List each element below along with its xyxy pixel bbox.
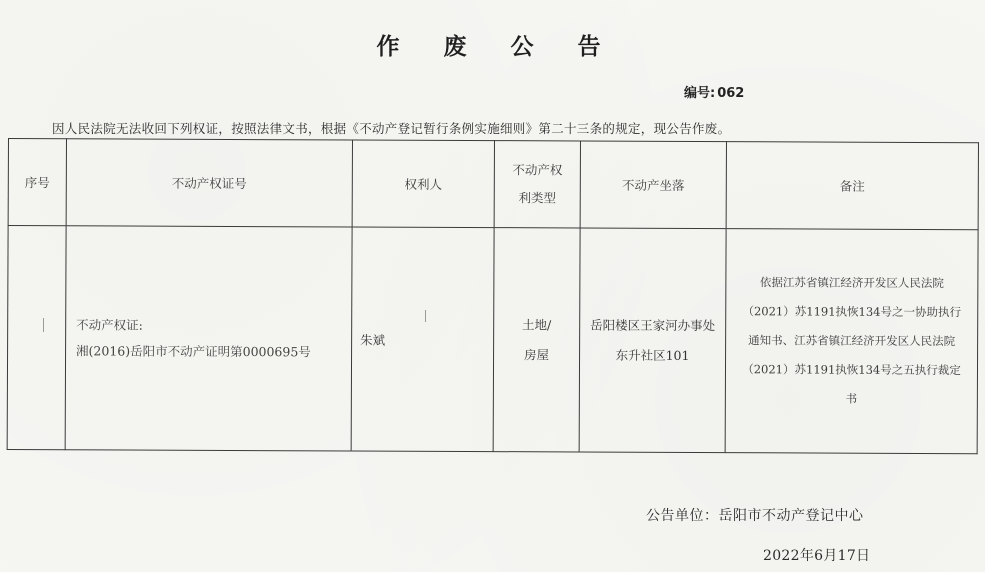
cell-location — [579, 228, 726, 453]
right-type-line1: 土地/ — [522, 316, 552, 332]
header-right-type — [494, 141, 580, 228]
remarks-line4: （2021）苏1191执恢134号之五执行裁定 — [742, 362, 961, 378]
cert-line2: 湘(2016)岳阳市不动产证明第0000695号 — [76, 342, 311, 359]
scan-mark — [425, 310, 426, 322]
issuing-unit: 公告单位：岳阳市不动产登记中心 — [646, 508, 864, 524]
serial-label: 编号: — [684, 86, 716, 101]
right-type-line2: 房屋 — [524, 346, 550, 362]
cell-right-type — [493, 228, 580, 452]
header-remarks: 备注 — [726, 142, 978, 230]
cell-cert-no — [65, 226, 352, 451]
remarks-line2: （2021）苏1191执恢134号之一协助执行 — [742, 304, 962, 320]
header-right-type-line1: 不动产权 — [512, 162, 563, 178]
notice-table — [7, 138, 979, 454]
remarks-line5: 书 — [845, 391, 858, 406]
scan-mark — [43, 318, 44, 332]
header-right-type-line2: 利类型 — [518, 190, 557, 206]
cell-seq — [7, 226, 66, 450]
header-cert-no: 不动产权证号 — [66, 139, 352, 227]
cell-remarks — [725, 229, 978, 454]
header-location: 不动产坐落 — [580, 141, 726, 229]
serial-value: 062 — [717, 86, 745, 101]
location-line1: 岳阳楼区王家河办事处 — [590, 317, 716, 333]
notice-title: 作 废 公 告 — [376, 34, 619, 60]
remarks-line1: 依据江苏省镇江经济开发区人民法院 — [759, 275, 944, 291]
cert-line1: 不动产权证: — [76, 316, 143, 333]
header-seq: 序号 — [8, 139, 66, 226]
cell-holder: 朱斌 — [351, 227, 494, 452]
remarks-line3: 通知书、江苏省镇江经济开发区人民法院 — [748, 333, 956, 349]
table-header-row — [8, 139, 978, 230]
serial-number — [684, 82, 744, 101]
location-line2: 东升社区101 — [615, 347, 690, 363]
issue-date: 2022年6月17日 — [763, 548, 871, 564]
intro-text: 因人民法院无法收回下列权证，按照法律文书，根据《不动产登记暂行条例实施细则》第二十三条的规定，现公告作废。 — [52, 121, 731, 136]
table-row — [7, 226, 978, 454]
header-holder: 权利人 — [352, 140, 494, 228]
